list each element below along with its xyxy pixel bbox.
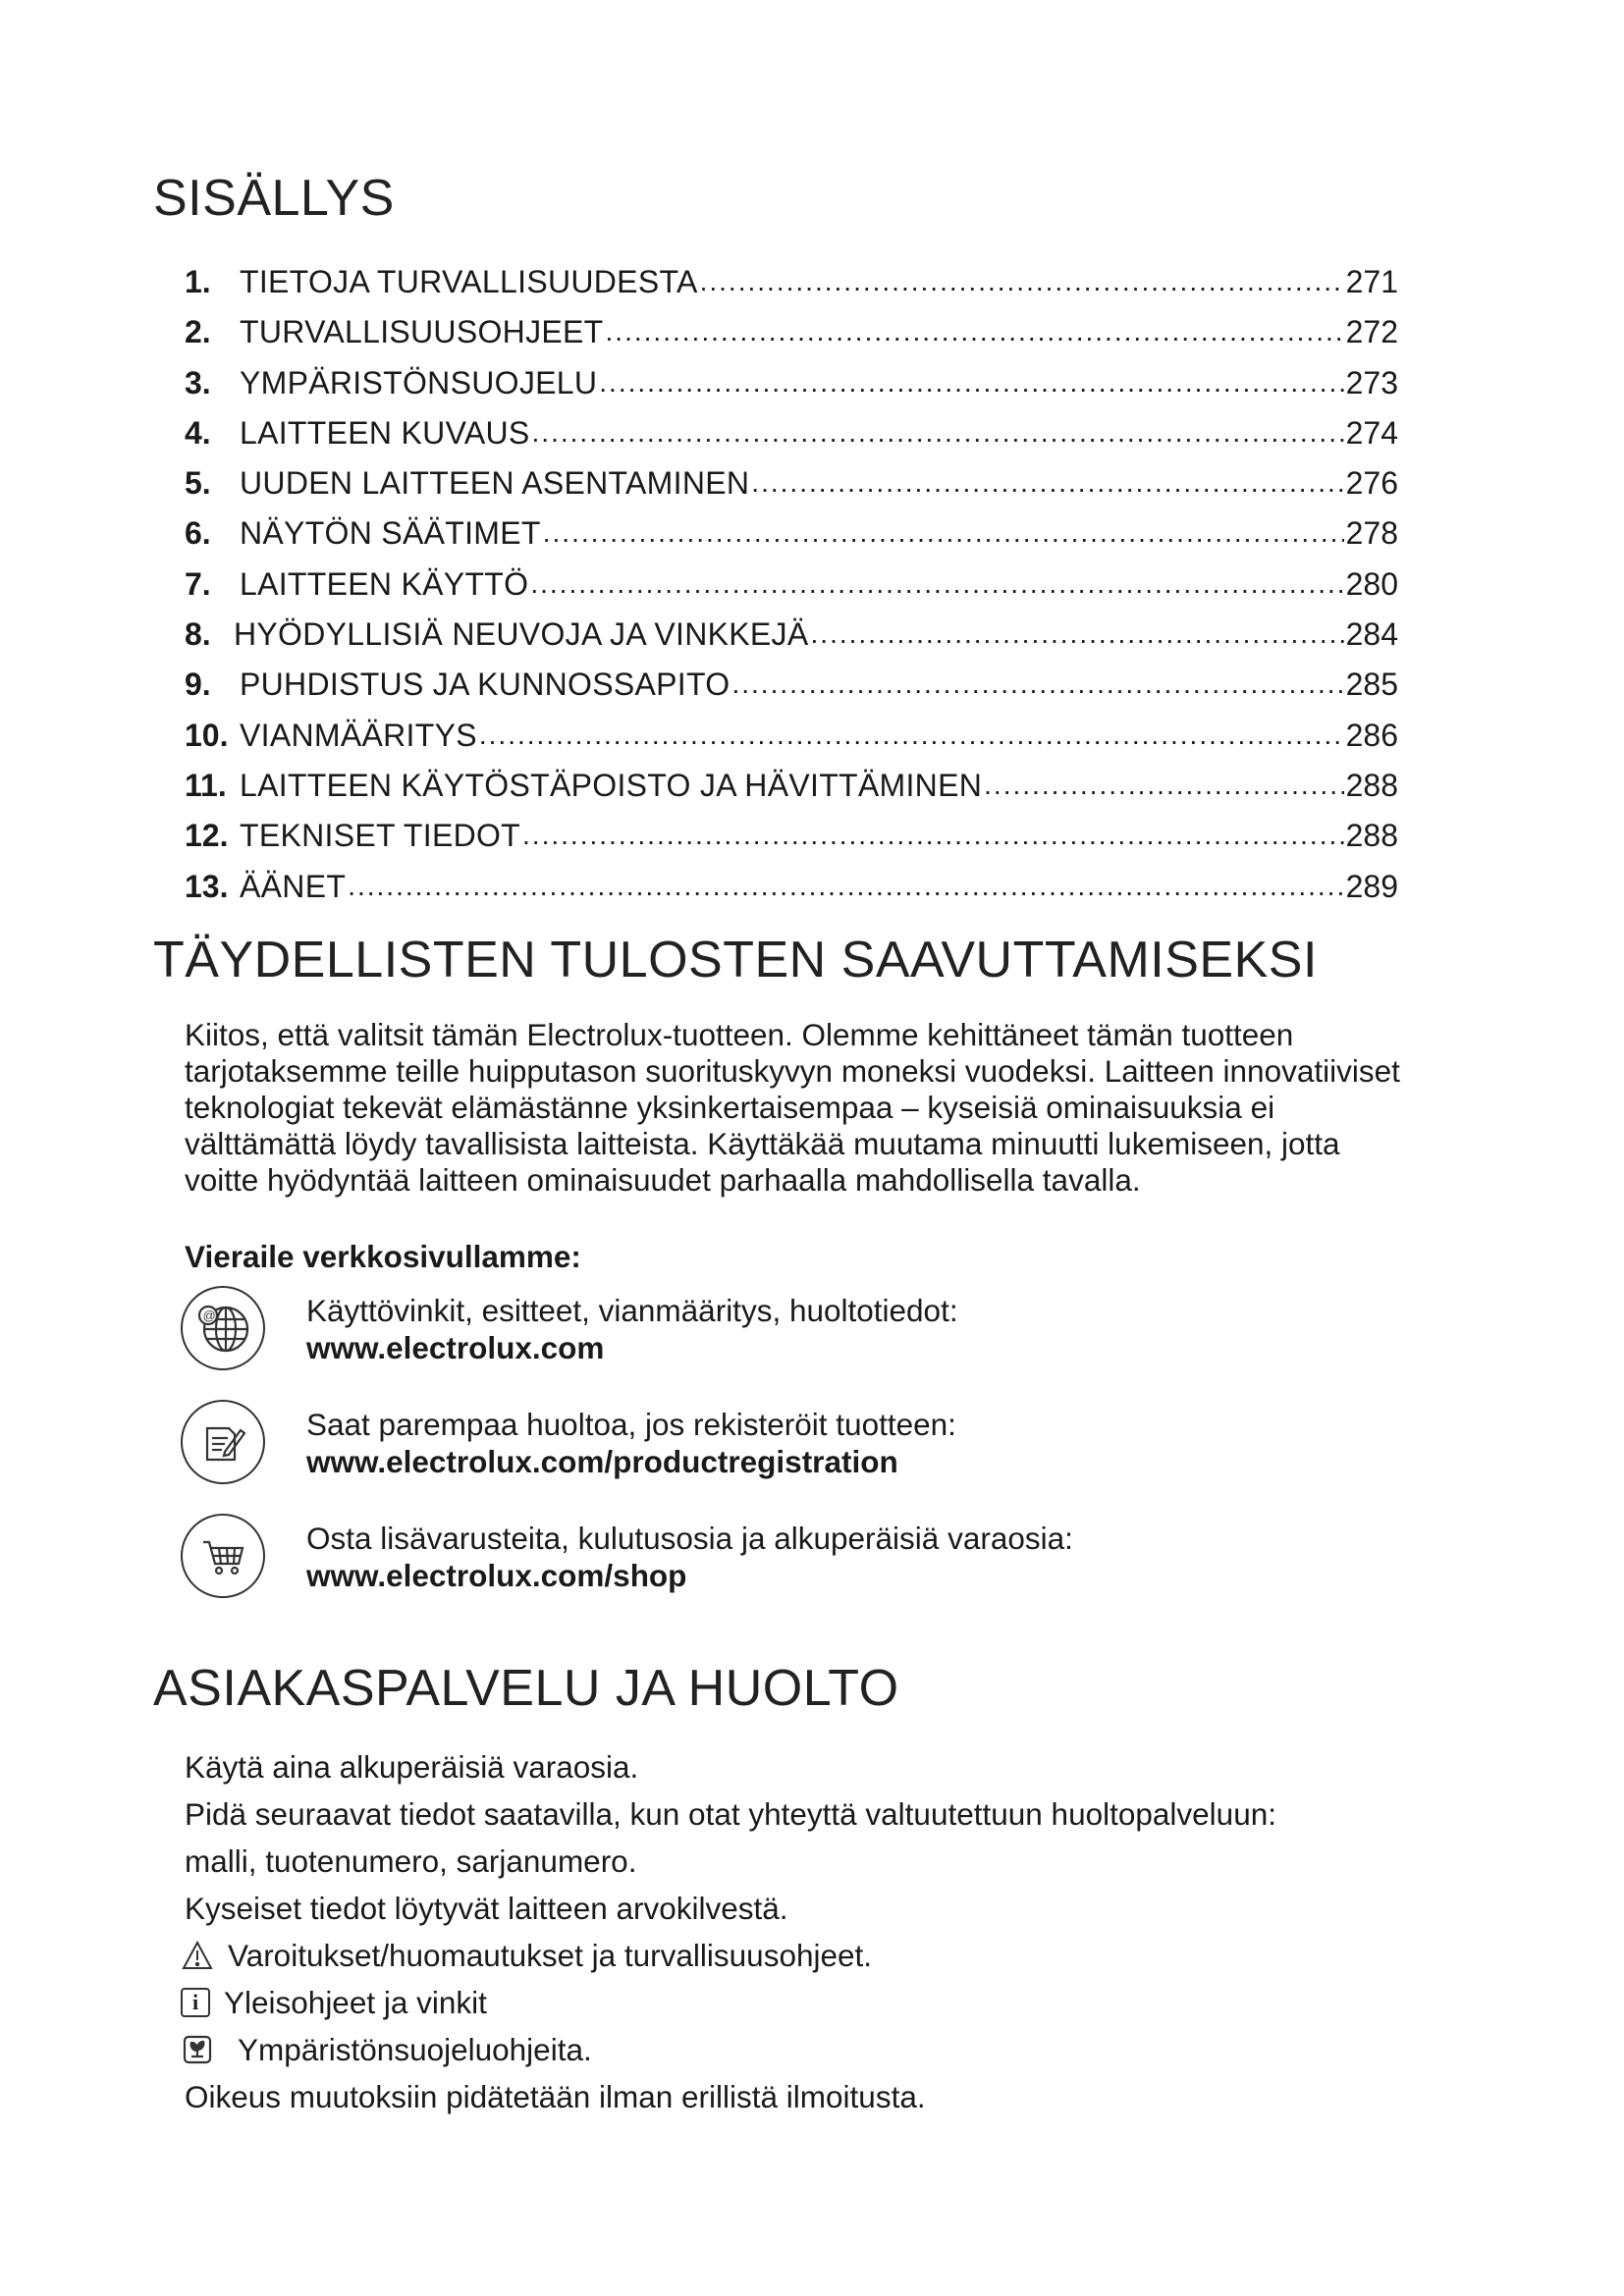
toc-item[interactable] bbox=[185, 811, 1398, 861]
intro-line: Kiitos, että valitsit tämän Electrolux-tuotteen. Olemme kehittäneet tämän tuotteen bbox=[185, 1017, 1294, 1052]
warning-note bbox=[185, 1932, 1461, 1979]
toc-item-label: LAITTEEN KÄYTÖSTÄPOISTO JA HÄVITTÄMINEN bbox=[240, 767, 983, 803]
table-of-contents bbox=[185, 257, 1398, 912]
toc-item-number: 5. bbox=[185, 465, 211, 502]
toc-item[interactable] bbox=[185, 560, 1398, 610]
toc-item[interactable] bbox=[185, 408, 1398, 458]
toc-item[interactable] bbox=[185, 862, 1398, 912]
toc-item-page: 274 bbox=[1345, 414, 1398, 451]
registration-form-icon bbox=[181, 1400, 265, 1484]
intro-paragraph bbox=[185, 1017, 1490, 1199]
toc-leader-dots bbox=[348, 860, 1343, 911]
toc-item-page: 285 bbox=[1345, 667, 1398, 703]
toc-leader-dots bbox=[522, 809, 1344, 860]
toc-item-page: 288 bbox=[1345, 767, 1398, 803]
shop-link-block bbox=[306, 1520, 1073, 1594]
toc-item-page: 286 bbox=[1345, 717, 1398, 753]
toc-leader-dots bbox=[751, 456, 1343, 507]
registration-link-block bbox=[306, 1406, 956, 1480]
web-globe-icon bbox=[181, 1286, 265, 1370]
shopping-cart-icon bbox=[181, 1514, 265, 1598]
toc-item-page: 289 bbox=[1345, 868, 1398, 904]
environment-note-text: Ympäristönsuojeluohjeita. bbox=[238, 2032, 592, 2067]
toc-item-page: 278 bbox=[1345, 515, 1398, 552]
toc-item-page: 284 bbox=[1345, 616, 1398, 653]
website-link-url[interactable]: www.electrolux.com bbox=[306, 1330, 605, 1365]
toc-item-page: 271 bbox=[1345, 264, 1398, 299]
toc-title: SISÄLLYS bbox=[153, 170, 395, 227]
service-line: Käytä aina alkuperäisiä varaosia. bbox=[185, 1749, 639, 1785]
shop-link-url[interactable]: www.electrolux.com/shop bbox=[306, 1558, 687, 1593]
service-title: ASIAKASPALVELU JA HUOLTO bbox=[153, 1660, 899, 1717]
toc-leader-dots bbox=[599, 356, 1343, 407]
website-link-block bbox=[306, 1292, 958, 1366]
toc-item-number: 4. bbox=[185, 414, 211, 451]
toc-item-label: VIANMÄÄRITYS bbox=[240, 717, 477, 753]
toc-item[interactable] bbox=[185, 358, 1398, 408]
info-note bbox=[185, 1979, 1461, 2026]
toc-item-label: YMPÄRISTÖNSUOJELU bbox=[240, 364, 598, 400]
perfect-results-title: TÄYDELLISTEN TULOSTEN SAAVUTTAMISEKSI bbox=[153, 932, 1318, 988]
toc-item[interactable] bbox=[185, 458, 1398, 508]
toc-leader-dots bbox=[530, 558, 1343, 609]
toc-leader-dots bbox=[811, 608, 1344, 659]
toc-item-number: 6. bbox=[185, 515, 211, 552]
registration-link-url[interactable]: www.electrolux.com/productregistration bbox=[306, 1444, 898, 1479]
toc-item[interactable] bbox=[185, 761, 1398, 811]
toc-leader-dots bbox=[731, 658, 1343, 709]
toc-item[interactable] bbox=[185, 660, 1398, 710]
service-line: Kyseiset tiedot löytyvät laitteen arvokilvestä. bbox=[185, 1891, 788, 1926]
intro-line: teknologiat tekevät elämästänne yksinkertaisempaa – kyseisiä ominaisuuksia ei bbox=[185, 1090, 1275, 1125]
toc-leader-dots bbox=[700, 255, 1344, 306]
intro-line: voitte hyödyntää laitteen ominaisuudet parhaalla mahdollisella tavalla. bbox=[185, 1162, 1141, 1198]
toc-item-label: TIETOJA TURVALLISUUDESTA bbox=[240, 264, 698, 299]
toc-item-page: 288 bbox=[1345, 818, 1398, 854]
toc-item-number: 13. bbox=[185, 868, 229, 904]
toc-item-label: ÄÄNET bbox=[240, 868, 347, 904]
website-link-row bbox=[181, 1286, 1359, 1384]
toc-item-label: LAITTEEN KUVAUS bbox=[240, 414, 530, 451]
toc-item-label: TEKNISET TIEDOT bbox=[240, 818, 521, 854]
service-section bbox=[185, 1743, 1461, 2120]
toc-item-label: LAITTEEN KÄYTTÖ bbox=[240, 565, 529, 602]
info-icon: i bbox=[181, 1988, 210, 2017]
toc-item-label: NÄYTÖN SÄÄTIMET bbox=[240, 515, 541, 552]
toc-item-number: 12. bbox=[185, 818, 229, 854]
intro-line: välttämättä löydy tavallisista laitteista. Käyttäkää muutama minuutti lukemiseen, jotta bbox=[185, 1126, 1340, 1161]
toc-item-page: 273 bbox=[1345, 364, 1398, 400]
toc-item-page: 272 bbox=[1345, 314, 1398, 350]
warning-note-text: Varoitukset/huomautukset ja turvallisuusohjeet. bbox=[228, 1938, 873, 1973]
toc-item-page: 276 bbox=[1345, 465, 1398, 502]
toc-item[interactable] bbox=[185, 307, 1398, 357]
warning-triangle-icon bbox=[181, 1939, 214, 1972]
toc-item-label: TURVALLISUUSOHJEET bbox=[240, 314, 604, 350]
toc-item[interactable] bbox=[185, 257, 1398, 307]
toc-item[interactable] bbox=[185, 610, 1398, 660]
registration-link-row bbox=[181, 1400, 1359, 1498]
service-line: Oikeus muutoksiin pidätetään ilman erillistä ilmoitusta. bbox=[185, 2079, 926, 2114]
toc-item[interactable] bbox=[185, 711, 1398, 761]
website-link-description: Käyttövinkit, esitteet, vianmääritys, huoltotiedot: bbox=[306, 1293, 958, 1328]
toc-item-number: 8. bbox=[185, 616, 211, 653]
toc-leader-dots bbox=[479, 709, 1344, 760]
environment-note bbox=[185, 2026, 1461, 2073]
toc-leader-dots bbox=[984, 759, 1343, 810]
toc-item-number: 2. bbox=[185, 314, 211, 350]
toc-item[interactable] bbox=[185, 508, 1398, 559]
toc-item-number: 1. bbox=[185, 264, 211, 299]
toc-item-number: 9. bbox=[185, 667, 211, 703]
service-line: Pidä seuraavat tiedot saatavilla, kun otat yhteyttä valtuutettuun huoltopalveluun: bbox=[185, 1796, 1276, 1832]
toc-item-number: 7. bbox=[185, 565, 211, 602]
info-note-text: Yleisohjeet ja vinkit bbox=[224, 1985, 487, 2020]
intro-line: tarjotaksemme teille huipputason suorituskyvyn moneksi vuodeksi. Laitteen innovatiiviset bbox=[185, 1053, 1400, 1089]
toc-item-label: UUDEN LAITTEEN ASENTAMINEN bbox=[240, 465, 750, 502]
shop-link-row bbox=[181, 1514, 1359, 1612]
svg-text:@: @ bbox=[202, 1308, 216, 1323]
toc-item-page: 280 bbox=[1345, 565, 1398, 602]
toc-leader-dots bbox=[606, 305, 1344, 356]
shop-link-description: Osta lisävarusteita, kulutusosia ja alkuperäisiä varaosia: bbox=[306, 1521, 1073, 1556]
toc-item-number: 11. bbox=[185, 767, 227, 803]
registration-link-description: Saat parempaa huoltoa, jos rekisteröit tuotteen: bbox=[306, 1407, 956, 1442]
toc-item-label: HYÖDYLLISIÄ NEUVOJA JA VINKKEJÄ bbox=[234, 616, 809, 653]
visit-website-label: Vieraile verkkosivullamme: bbox=[185, 1239, 581, 1274]
toc-item-number: 10. bbox=[185, 717, 229, 753]
toc-leader-dots bbox=[532, 406, 1344, 457]
service-line: malli, tuotenumero, sarjanumero. bbox=[185, 1843, 637, 1879]
environment-leaf-icon bbox=[181, 2033, 214, 2066]
toc-item-number: 3. bbox=[185, 364, 211, 400]
toc-item-label: PUHDISTUS JA KUNNOSSAPITO bbox=[240, 667, 731, 703]
toc-leader-dots bbox=[543, 507, 1344, 558]
